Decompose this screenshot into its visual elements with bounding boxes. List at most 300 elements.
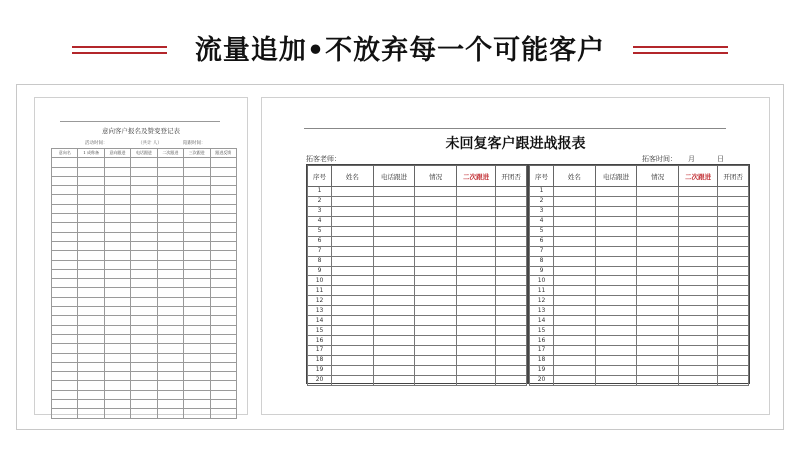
- table-cell: [595, 326, 637, 336]
- left-doc-header-row: [52, 149, 237, 158]
- table-cell: [678, 206, 717, 216]
- table-cell: [496, 346, 527, 356]
- left-doc-table-row: [52, 214, 237, 223]
- table-cell: [637, 187, 679, 197]
- left-doc-cell: [78, 353, 104, 362]
- title-decoration-right: [633, 46, 728, 54]
- left-doc-cell: [157, 260, 183, 269]
- table-cell: [718, 365, 749, 375]
- table-row: [308, 236, 527, 246]
- left-doc-table-row: [52, 251, 237, 260]
- table-cell: [595, 276, 637, 286]
- left-doc-table-row: [52, 204, 237, 213]
- left-doc-table-row: [52, 381, 237, 390]
- left-doc-cell: [131, 232, 157, 241]
- table-cell: [637, 276, 679, 286]
- table-cell: [496, 187, 527, 197]
- table-row: [308, 286, 527, 296]
- row-number: 8: [530, 256, 554, 266]
- table-cell: [637, 355, 679, 365]
- row-number: 16: [530, 336, 554, 346]
- table-cell: [637, 246, 679, 256]
- left-doc-cell: [131, 390, 157, 399]
- left-doc-divider: [60, 121, 220, 122]
- row-number: 5: [308, 226, 332, 236]
- table-cell: [456, 206, 495, 216]
- left-doc-cell: [157, 167, 183, 176]
- left-doc-cell: [184, 353, 210, 362]
- left-doc-cell: [52, 390, 78, 399]
- row-number: 9: [308, 266, 332, 276]
- table-row: [308, 226, 527, 236]
- column-header: 姓名: [554, 166, 596, 187]
- table-row: [308, 346, 527, 356]
- table-row: [308, 365, 527, 375]
- right-doc-divider: [304, 128, 726, 129]
- left-doc-cell: [131, 241, 157, 250]
- left-doc-cell: [104, 223, 130, 232]
- table-cell: [373, 286, 415, 296]
- left-doc-cell: [184, 214, 210, 223]
- left-doc-cell: [131, 362, 157, 371]
- day-label: 日: [717, 155, 724, 163]
- left-doc-cell: [184, 167, 210, 176]
- table-cell: [554, 375, 596, 385]
- table-cell: [595, 216, 637, 226]
- left-doc-cell: [131, 176, 157, 185]
- table-row: [308, 196, 527, 206]
- column-header: 序号: [308, 166, 332, 187]
- table-cell: [718, 246, 749, 256]
- row-number: 10: [308, 276, 332, 286]
- table-cell: [415, 206, 457, 216]
- table-cell: [637, 196, 679, 206]
- table-cell: [554, 355, 596, 365]
- table-row: [530, 216, 749, 226]
- table-cell: [595, 375, 637, 385]
- left-doc-activity-time: 活动时间：: [85, 141, 108, 146]
- left-doc-cell: [78, 232, 104, 241]
- left-doc-cell: [78, 334, 104, 343]
- left-doc-cell: [78, 381, 104, 390]
- table-row: [530, 256, 749, 266]
- table-cell: [332, 276, 374, 286]
- table-row: [308, 256, 527, 266]
- left-doc-cell: [78, 362, 104, 371]
- row-number: 10: [530, 276, 554, 286]
- left-doc-cell: [210, 204, 236, 213]
- table-cell: [373, 355, 415, 365]
- table-cell: [595, 296, 637, 306]
- table-row: [308, 206, 527, 216]
- table-cell: [332, 326, 374, 336]
- table-cell: [637, 256, 679, 266]
- table-cell: [718, 316, 749, 326]
- left-doc-cell: [184, 400, 210, 409]
- table-cell: [595, 286, 637, 296]
- table-cell: [678, 346, 717, 356]
- table-cell: [554, 196, 596, 206]
- table-cell: [718, 336, 749, 346]
- table-cell: [678, 226, 717, 236]
- table-cell: [678, 266, 717, 276]
- left-doc-cell: [210, 353, 236, 362]
- row-number: 7: [530, 246, 554, 256]
- left-doc-cell: [210, 344, 236, 353]
- left-doc-cell: [78, 400, 104, 409]
- left-doc-cell: [184, 269, 210, 278]
- row-number: 17: [308, 346, 332, 356]
- left-doc-cell: [210, 390, 236, 399]
- left-doc-cell: [184, 362, 210, 371]
- table-cell: [595, 306, 637, 316]
- table-cell: [637, 365, 679, 375]
- left-doc-cell: [131, 186, 157, 195]
- table-cell: [415, 375, 457, 385]
- row-number: 8: [308, 256, 332, 266]
- table-cell: [678, 246, 717, 256]
- left-doc-cell: [210, 279, 236, 288]
- left-doc-cell: [78, 288, 104, 297]
- left-doc-cell: [157, 400, 183, 409]
- left-doc-cell: [78, 316, 104, 325]
- left-doc-cell: [52, 186, 78, 195]
- left-doc-cell: [210, 158, 236, 167]
- left-doc-cell: [131, 158, 157, 167]
- table-row: [308, 355, 527, 365]
- page-title: 流量追加•不放弃每一个可能客户: [194, 35, 606, 66]
- left-doc-cell: [131, 279, 157, 288]
- table-cell: [718, 286, 749, 296]
- left-doc-cell: [131, 334, 157, 343]
- left-doc-cell: [104, 362, 130, 371]
- table-row: [308, 336, 527, 346]
- row-number: 13: [308, 306, 332, 316]
- table-cell: [456, 216, 495, 226]
- table-cell: [554, 316, 596, 326]
- left-doc-cell: [157, 409, 183, 418]
- left-doc-cell: [104, 279, 130, 288]
- left-doc-cell: [157, 176, 183, 185]
- left-doc-column-header: 三次跟进: [184, 149, 210, 158]
- table-cell: [595, 266, 637, 276]
- left-doc-table-row: [52, 390, 237, 399]
- left-doc-cell: [157, 316, 183, 325]
- column-header: 情况: [415, 166, 457, 187]
- table-cell: [678, 316, 717, 326]
- left-doc-cell: [131, 325, 157, 334]
- table-row: [530, 286, 749, 296]
- row-number: 12: [308, 296, 332, 306]
- table-cell: [332, 336, 374, 346]
- teacher-label: 拓客老师：: [306, 155, 341, 163]
- table-cell: [373, 276, 415, 286]
- left-doc-column-header: 电话跟进: [131, 149, 157, 158]
- left-doc-cell: [78, 186, 104, 195]
- table-cell: [332, 355, 374, 365]
- table-cell: [456, 296, 495, 306]
- table-row: [530, 355, 749, 365]
- left-doc-cell: [52, 214, 78, 223]
- row-number: 16: [308, 336, 332, 346]
- left-doc-cell: [78, 241, 104, 250]
- left-doc-cell: [184, 251, 210, 260]
- left-doc-cell: [52, 353, 78, 362]
- table-cell: [637, 216, 679, 226]
- left-doc-cell: [210, 232, 236, 241]
- table-cell: [332, 236, 374, 246]
- table-row: [530, 336, 749, 346]
- table-row: [530, 326, 749, 336]
- table-cell: [415, 266, 457, 276]
- table-cell: [595, 336, 637, 346]
- left-doc-cell: [52, 307, 78, 316]
- column-header: 二次跟进: [456, 166, 495, 187]
- left-doc-cell: [104, 232, 130, 241]
- left-doc-cell: [52, 204, 78, 213]
- table-cell: [554, 326, 596, 336]
- left-doc-cell: [210, 214, 236, 223]
- row-number: 15: [308, 326, 332, 336]
- left-doc-cell: [104, 204, 130, 213]
- left-doc-cell: [210, 251, 236, 260]
- table-row: [308, 306, 527, 316]
- left-doc-table-row: [52, 344, 237, 353]
- table-cell: [637, 346, 679, 356]
- left-doc-cell: [131, 372, 157, 381]
- row-number: 12: [530, 296, 554, 306]
- table-cell: [678, 375, 717, 385]
- table-cell: [373, 346, 415, 356]
- table-cell: [637, 266, 679, 276]
- table-row: [530, 226, 749, 236]
- left-doc-cell: [157, 269, 183, 278]
- table-row: [530, 375, 749, 385]
- left-doc-cell: [78, 269, 104, 278]
- left-doc-cell: [184, 316, 210, 325]
- left-doc-cell: [52, 260, 78, 269]
- table-cell: [637, 326, 679, 336]
- left-doc-follow-time: 陪跟时间：: [183, 141, 206, 146]
- left-doc-title: 意向客户报名及赞变登记表: [102, 127, 180, 135]
- table-cell: [415, 346, 457, 356]
- table-cell: [415, 306, 457, 316]
- table-cell: [456, 346, 495, 356]
- left-doc-cell: [104, 307, 130, 316]
- table-cell: [554, 246, 596, 256]
- left-doc-cell: [78, 325, 104, 334]
- left-doc-cell: [78, 307, 104, 316]
- table-cell: [496, 216, 527, 226]
- left-doc-table-row: [52, 158, 237, 167]
- right-document: [261, 97, 770, 415]
- left-doc-cell: [104, 288, 130, 297]
- left-doc-cell: [157, 353, 183, 362]
- time-label: 拓客时间：: [642, 155, 677, 163]
- left-doc-cell: [157, 288, 183, 297]
- row-number: 5: [530, 226, 554, 236]
- table-cell: [415, 256, 457, 266]
- left-doc-cell: [78, 223, 104, 232]
- left-doc-table-row: [52, 232, 237, 241]
- left-doc-cell: [78, 204, 104, 213]
- left-doc-cell: [78, 176, 104, 185]
- left-doc-table-row: [52, 334, 237, 343]
- table-cell: [595, 187, 637, 197]
- table-cell: [554, 286, 596, 296]
- table-cell: [595, 355, 637, 365]
- table-cell: [595, 226, 637, 236]
- table-row: [308, 276, 527, 286]
- table-cell: [554, 256, 596, 266]
- follow-up-grid: [306, 164, 750, 384]
- table-row: [308, 316, 527, 326]
- table-cell: [554, 266, 596, 276]
- left-doc-cell: [210, 362, 236, 371]
- left-doc-cell: [131, 269, 157, 278]
- table-cell: [678, 276, 717, 286]
- left-doc-cell: [210, 297, 236, 306]
- left-doc-cell: [210, 223, 236, 232]
- table-cell: [718, 296, 749, 306]
- left-doc-cell: [52, 251, 78, 260]
- table-cell: [332, 365, 374, 375]
- left-doc-cell: [104, 353, 130, 362]
- table-cell: [415, 365, 457, 375]
- table-cell: [678, 355, 717, 365]
- table-cell: [595, 256, 637, 266]
- left-doc-cell: [210, 372, 236, 381]
- table-cell: [373, 187, 415, 197]
- row-number: 9: [530, 266, 554, 276]
- table-row: [308, 246, 527, 256]
- table-cell: [595, 346, 637, 356]
- left-doc-table-row: [52, 316, 237, 325]
- left-doc-cell: [184, 390, 210, 399]
- table-cell: [332, 206, 374, 216]
- left-doc-cell: [131, 344, 157, 353]
- table-cell: [456, 236, 495, 246]
- left-doc-cell: [78, 260, 104, 269]
- table-cell: [415, 316, 457, 326]
- left-doc-cell: [104, 195, 130, 204]
- left-doc-column-header: 意向名: [52, 149, 78, 158]
- left-doc-cell: [184, 288, 210, 297]
- table-cell: [415, 276, 457, 286]
- left-doc-cell: [52, 325, 78, 334]
- follow-up-table-right: [527, 165, 749, 383]
- follow-up-table: [529, 165, 749, 386]
- row-number: 4: [530, 216, 554, 226]
- table-cell: [595, 196, 637, 206]
- row-number: 20: [308, 375, 332, 385]
- left-doc-cell: [131, 214, 157, 223]
- row-number: 11: [308, 286, 332, 296]
- left-doc-cell: [210, 269, 236, 278]
- left-doc-cell: [131, 251, 157, 260]
- row-number: 2: [530, 196, 554, 206]
- left-doc-cell: [184, 307, 210, 316]
- left-doc-cell: [184, 204, 210, 213]
- left-doc-table-row: [52, 269, 237, 278]
- left-doc-cell: [52, 362, 78, 371]
- table-cell: [456, 246, 495, 256]
- row-number: 20: [530, 375, 554, 385]
- follow-up-table-left: [307, 165, 527, 383]
- table-cell: [718, 306, 749, 316]
- left-doc-table-row: [52, 362, 237, 371]
- left-doc-cell: [104, 186, 130, 195]
- left-doc-cell: [184, 241, 210, 250]
- table-row: [530, 206, 749, 216]
- left-doc-cell: [52, 288, 78, 297]
- left-doc-cell: [184, 260, 210, 269]
- table-cell: [554, 226, 596, 236]
- left-doc-cell: [131, 400, 157, 409]
- table-cell: [496, 236, 527, 246]
- left-doc-cell: [131, 297, 157, 306]
- left-doc-cell: [157, 344, 183, 353]
- table-cell: [456, 226, 495, 236]
- left-doc-cell: [157, 390, 183, 399]
- left-doc-cell: [157, 279, 183, 288]
- table-cell: [496, 336, 527, 346]
- left-doc-cell: [52, 158, 78, 167]
- table-cell: [637, 296, 679, 306]
- left-doc-cell: [104, 260, 130, 269]
- table-cell: [718, 196, 749, 206]
- table-cell: [415, 226, 457, 236]
- table-cell: [554, 336, 596, 346]
- table-cell: [496, 296, 527, 306]
- column-header: 电话跟进: [595, 166, 637, 187]
- left-doc-cell: [131, 195, 157, 204]
- left-doc-cell: [104, 297, 130, 306]
- table-cell: [332, 246, 374, 256]
- table-cell: [678, 196, 717, 206]
- row-number: 14: [308, 316, 332, 326]
- left-doc-cell: [210, 381, 236, 390]
- table-cell: [678, 187, 717, 197]
- left-doc-cell: [52, 232, 78, 241]
- left-doc-cell: [52, 279, 78, 288]
- left-doc-cell: [210, 195, 236, 204]
- table-cell: [595, 236, 637, 246]
- table-cell: [456, 286, 495, 296]
- table-cell: [496, 286, 527, 296]
- table-cell: [718, 346, 749, 356]
- table-cell: [456, 276, 495, 286]
- table-cell: [595, 246, 637, 256]
- column-header: 情况: [637, 166, 679, 187]
- left-doc-cell: [157, 214, 183, 223]
- table-cell: [496, 326, 527, 336]
- table-cell: [415, 296, 457, 306]
- table-cell: [554, 187, 596, 197]
- left-doc-cell: [210, 288, 236, 297]
- follow-up-header-row: [308, 166, 527, 187]
- table-cell: [332, 226, 374, 236]
- left-doc-table-row: [52, 353, 237, 362]
- left-doc-cell: [52, 297, 78, 306]
- table-cell: [332, 375, 374, 385]
- left-doc-cell: [78, 344, 104, 353]
- table-cell: [456, 365, 495, 375]
- table-cell: [637, 316, 679, 326]
- table-row: [530, 266, 749, 276]
- left-doc-cell: [157, 195, 183, 204]
- left-doc-cell: [78, 372, 104, 381]
